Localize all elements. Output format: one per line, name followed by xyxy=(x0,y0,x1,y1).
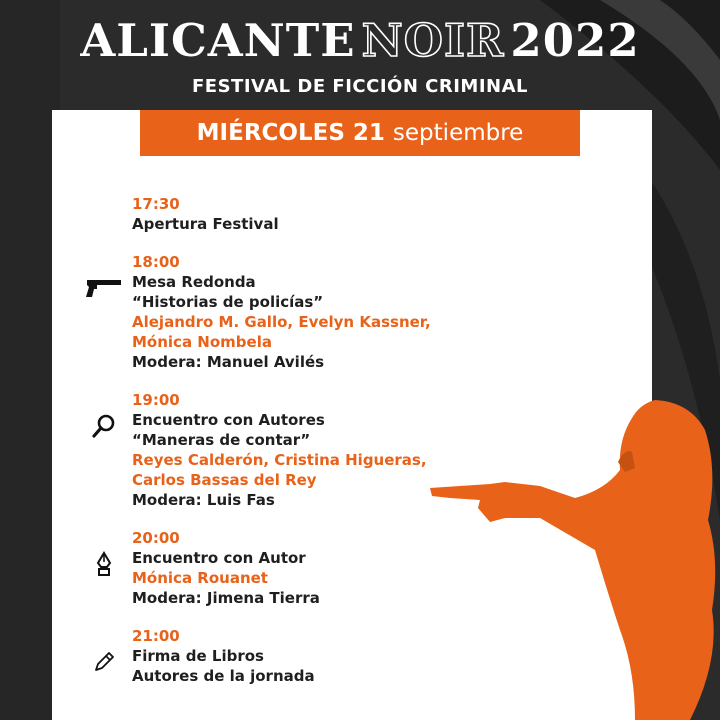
event-time: 18:00 xyxy=(132,253,180,271)
date-banner xyxy=(140,110,580,156)
event-time: 19:00 xyxy=(132,391,180,409)
event-title: Mesa Redonda xyxy=(132,273,256,291)
pistol-icon xyxy=(84,272,124,304)
event-authors: Carlos Bassas del Rey xyxy=(132,471,317,489)
title-year: 2022 xyxy=(510,14,640,67)
title-noir: NOIR xyxy=(361,14,505,67)
event-authors: Reyes Calderón, Cristina Higueras, xyxy=(132,451,427,469)
event-subtitle: “Maneras de contar” xyxy=(132,431,311,449)
title-alicante: ALICANTE xyxy=(80,14,356,67)
magnifier-icon xyxy=(84,410,124,442)
event-time: 20:00 xyxy=(132,529,180,547)
event-authors: Alejandro M. Gallo, Evelyn Kassner, xyxy=(132,313,431,331)
event-moderator: Modera: Manuel Avilés xyxy=(132,353,325,371)
pencil-icon xyxy=(84,646,124,678)
woman-silhouette-illustration xyxy=(420,400,720,720)
pen-nib-icon xyxy=(84,548,124,580)
event-item xyxy=(132,194,552,234)
event-title: Apertura Festival xyxy=(132,215,279,233)
event-item xyxy=(132,252,552,372)
event-title: Encuentro con Autores xyxy=(132,411,325,429)
event-subtitle: Autores de la jornada xyxy=(132,667,315,685)
event-title: Encuentro con Autor xyxy=(132,549,306,567)
event-time: 17:30 xyxy=(132,195,180,213)
event-subtitle: “Historias de policías” xyxy=(132,293,324,311)
date-day: MIÉRCOLES 21 xyxy=(196,120,385,146)
festival-title xyxy=(0,14,720,68)
event-time: 21:00 xyxy=(132,627,180,645)
event-moderator: Modera: Luis Fas xyxy=(132,491,275,509)
festival-subtitle: FESTIVAL DE FICCIÓN CRIMINAL xyxy=(192,76,528,97)
event-title: Firma de Libros xyxy=(132,647,264,665)
event-authors: Mónica Rouanet xyxy=(132,569,268,587)
event-authors: Mónica Nombela xyxy=(132,333,272,351)
date-month: septiembre xyxy=(392,120,524,146)
event-moderator: Modera: Jimena Tierra xyxy=(132,589,320,607)
header xyxy=(0,14,720,98)
